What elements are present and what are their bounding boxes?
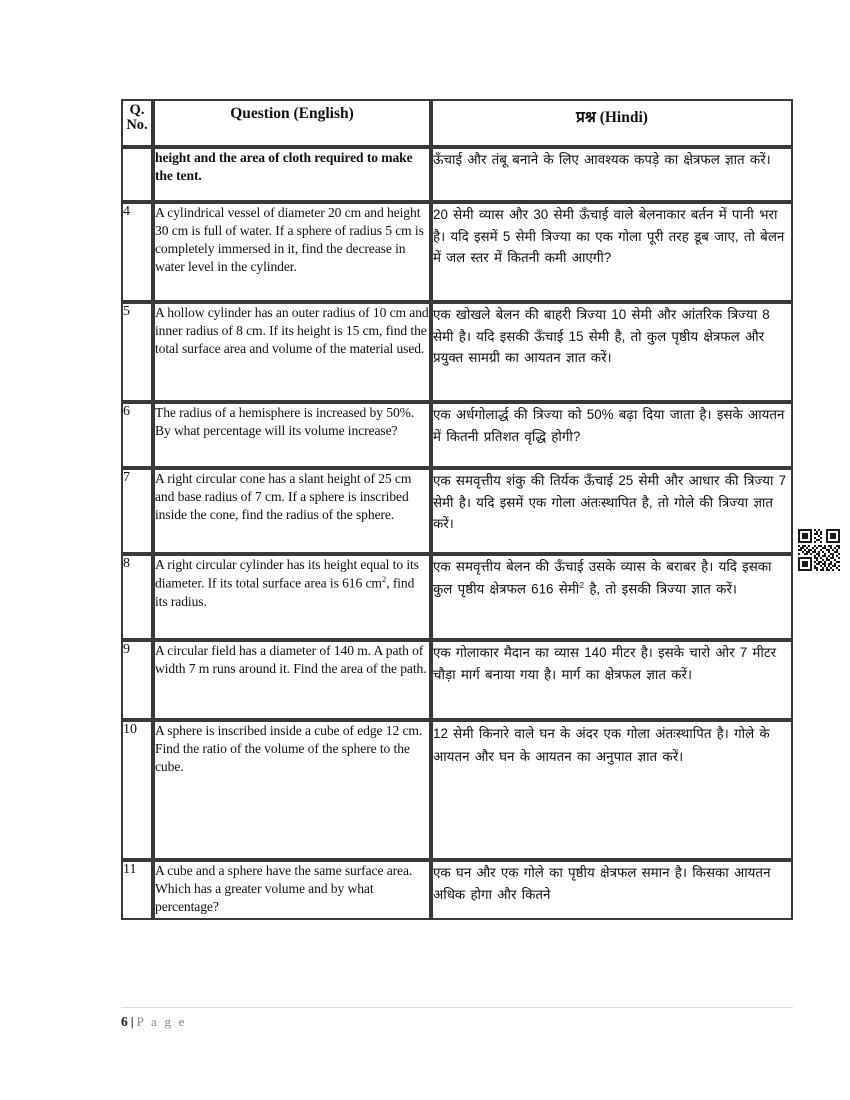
header-q-no-line2: No. bbox=[126, 117, 148, 134]
table-row bbox=[121, 147, 793, 202]
row-question-hindi: एक समवृत्तीय बेलन की ऊँचाई उसके व्यास के बराबर है। यदि इसका कुल पृष्ठीय क्षेत्रफल 616 सेमी$^2$ है, तो इसकी त्रिज्या ज्ञात करें। bbox=[431, 554, 793, 640]
row-question-hindi: एक अर्धगोलार्द्ध की त्रिज्या को 50% बढ़ा दिया जाता है। इसके आयतन में कितनी प्रतिशत वृद्धि होगी? bbox=[431, 402, 793, 468]
row-q-no: 6 bbox=[121, 402, 153, 468]
header-q-no-line1: Q. bbox=[129, 102, 145, 118]
row-question-hindi: एक घन और एक गोले का पृष्ठीय क्षेत्रफल समान है। किसका आयतन अधिक होगा और कितने bbox=[431, 860, 793, 920]
row-question-hindi: 12 सेमी किनारे वाले घन के अंदर एक गोला अंतःस्थापित है। गोले के आयतन और घन के आयतन का अनुपात ज्ञात करें। bbox=[431, 720, 793, 860]
row-question-english: A circular field has a diameter of 140 m. A path of width 7 m runs around it. Find the area of the path. bbox=[153, 640, 431, 720]
row-q-no: 7 bbox=[121, 468, 153, 554]
row-question-english: height and the area of cloth required to make the tent. bbox=[153, 147, 431, 202]
table-row bbox=[121, 402, 793, 468]
qr-code-icon[interactable] bbox=[798, 529, 840, 571]
row-question-hindi: 20 सेमी व्यास और 30 सेमी ऊँचाई वाले बेलनाकार बर्तन में पानी भरा है। यदि इसमें 5 सेमी त्रिज्या का एक गोला पूरी तरह डूब जाए, तो बेलन में जल स्तर में कितनी कमी आएगी? bbox=[431, 202, 793, 302]
header-question-hindi-suffix: (Hindi) bbox=[595, 109, 648, 126]
row-question-hindi: ऊँचाई और तंबू बनाने के लिए आवश्यक कपड़े का क्षेत्रफल ज्ञात करें। bbox=[431, 147, 793, 202]
header-q-no bbox=[121, 99, 153, 147]
row-question-english: A right circular cone has a slant height of 25 cm and base radius of 7 cm. If a sphere is inscribed inside the cone, find the radius of the sphere. bbox=[153, 468, 431, 554]
row-question-english: A hollow cylinder has an outer radius of 10 cm and inner radius of 8 cm. If its height is 15 cm, find the total surface area and volume of the material used. bbox=[153, 302, 431, 402]
row-q-no: 11 bbox=[121, 860, 153, 920]
table-row bbox=[121, 202, 793, 302]
table-row bbox=[121, 468, 793, 554]
row-q-no: 8 bbox=[121, 554, 153, 640]
row-question-english: A cube and a sphere have the same surface area. Which has a greater volume and by what percentage? bbox=[153, 860, 431, 920]
table-body bbox=[121, 147, 793, 920]
row-question-hindi: एक समवृत्तीय शंकु की तिर्यक ऊँचाई 25 सेमी और आधार की त्रिज्या 7 सेमी है। यदि इसमें एक गोला अंतःस्थापित है, तो गोले की त्रिज्या ज्ञात करें। bbox=[431, 468, 793, 554]
table-row bbox=[121, 640, 793, 720]
superscript-two: 2 bbox=[381, 574, 387, 585]
row-question-hindi: एक खोखले बेलन की बाहरी त्रिज्या 10 सेमी और आंतरिक त्रिज्या 8 सेमी है। यदि इसकी ऊँचाई 15 सेमी है, तो कुल पृष्ठीय क्षेत्रफल और प्रयुक्त सामग्री का आयतन ज्ञात करें। bbox=[431, 302, 793, 402]
row-q-no: 9 bbox=[121, 640, 153, 720]
row-question-english: A sphere is inscribed inside a cube of edge 12 cm. Find the ratio of the volume of the sphere to the cube. bbox=[153, 720, 431, 860]
header-question-hindi-devanagari: प्रश्न bbox=[576, 109, 596, 126]
table-row bbox=[121, 860, 793, 920]
footer-divider bbox=[121, 1007, 793, 1008]
page-footer bbox=[121, 1014, 521, 1030]
header-question-english bbox=[153, 99, 431, 147]
row-question-english: The radius of a hemisphere is increased by 50%. By what percentage will its volume increase? bbox=[153, 402, 431, 468]
row-q-no: 10 bbox=[121, 720, 153, 860]
superscript-two: 2 bbox=[579, 579, 585, 590]
questions-table bbox=[121, 99, 793, 920]
row-question-english: A right circular cylinder has its height equal to its diameter. If its total surface area is 616 $cm^2$, find its radius. bbox=[153, 554, 431, 640]
row-q-no: 4 bbox=[121, 202, 153, 302]
table-header-row bbox=[121, 99, 793, 147]
table-row bbox=[121, 720, 793, 860]
header-question-hindi bbox=[431, 99, 793, 147]
footer-separator: | bbox=[130, 1014, 134, 1029]
header-question-english-label: Question (English) bbox=[230, 105, 354, 122]
footer-page-word: P a g e bbox=[136, 1014, 187, 1029]
row-question-hindi: एक गोलाकार मैदान का व्यास 140 मीटर है। इसके चारो ओर 7 मीटर चौड़ा मार्ग बनाया गया है। मार्ग का क्षेत्रफल ज्ञात करें। bbox=[431, 640, 793, 720]
table-row bbox=[121, 302, 793, 402]
footer-page-number: 6 bbox=[121, 1014, 128, 1029]
table-row bbox=[121, 554, 793, 640]
row-q-no bbox=[121, 147, 153, 202]
row-question-english: A cylindrical vessel of diameter 20 cm and height 30 cm is full of water. If a sphere of radius 5 cm is completely immersed in it, find the decrease in water level in the cylinder. bbox=[153, 202, 431, 302]
row-q-no: 5 bbox=[121, 302, 153, 402]
